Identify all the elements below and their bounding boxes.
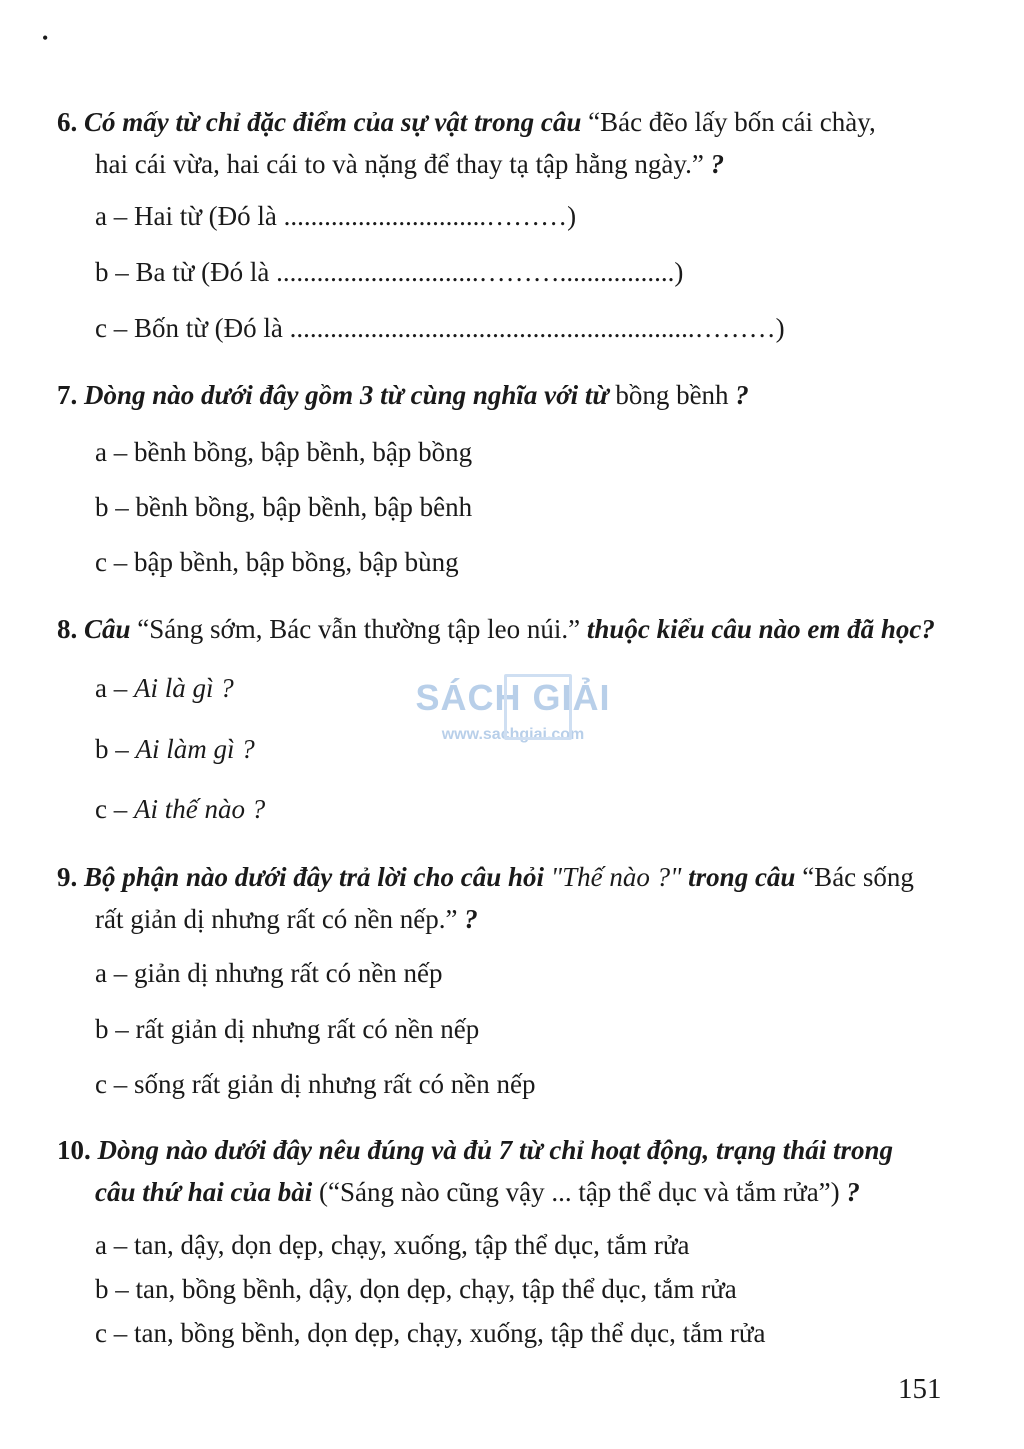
question-8: 8. Câu “Sáng sớm, Bác vẫn thường tập leo núi.” thuộc kiểu câu nào em đã học? xyxy=(57,614,935,644)
option-c: c – bập bềnh, bập bồng, bập bùng xyxy=(95,547,459,577)
question-prompt: Bộ phận nào dưới đây trả lời cho câu hỏi xyxy=(84,862,544,892)
watermark-logo: SÁCH GIẢI xyxy=(408,676,618,719)
option-b: b – tan, bồng bềnh, dậy, dọn dẹp, chạy, tập thể dục, tắm rửa xyxy=(95,1274,737,1304)
option-b: b – Ai làm gì ? xyxy=(95,734,255,764)
option-a: a – Ai là gì ? xyxy=(95,673,234,703)
option-a: a – tan, dậy, dọn dẹp, chạy, xuống, tập thể dục, tắm rửa xyxy=(95,1230,690,1260)
quote-text: hai cái vừa, hai cái to và nặng để thay tạ tập hằng ngày.” xyxy=(95,149,704,179)
option-c: c – tan, bồng bềnh, dọn dẹp, chạy, xuống, tập thể dục, tắm rửa xyxy=(95,1318,766,1348)
question-6: 6. Có mấy từ chỉ đặc điểm của sự vật trong câu “Bác đẽo lấy bốn cái chày, hai cái vừa, hai cái to và nặng để thay tạ tập hằng ngày.” ? xyxy=(57,107,876,179)
option-b: b – rất giản dị nhưng rất có nền nếp xyxy=(95,1014,480,1044)
watermark-url: www.sachgiai.com xyxy=(441,726,585,744)
option-b: b – bềnh bồng, bập bềnh, bập bênh xyxy=(95,492,473,522)
watermark xyxy=(408,676,618,744)
question-number: 10. xyxy=(57,1135,91,1165)
quote-text: “Sáng sớm, Bác vẫn thường tập leo núi.” xyxy=(137,614,581,644)
stray-dot: • xyxy=(42,28,49,48)
quote-text: rất giản dị nhưng rất có nền nếp.” xyxy=(95,904,458,934)
option-a: a – giản dị nhưng rất có nền nếp xyxy=(95,958,443,988)
question-number: 8. xyxy=(57,614,78,644)
option-c: c – Bốn từ (Đó là ............................................................………) xyxy=(95,313,785,343)
option-c: c – sống rất giản dị nhưng rất có nền nếp xyxy=(95,1069,536,1099)
question-prompt: Dòng nào dưới đây gồm 3 từ cùng nghĩa với từ xyxy=(84,380,609,410)
quote-text: “Bác sống xyxy=(802,862,914,892)
question-number: 9. xyxy=(57,862,78,892)
question-prompt: Có mấy từ chỉ đặc điểm của sự vật trong câu xyxy=(84,107,582,137)
question-number: 7. xyxy=(57,380,78,410)
option-b: b – Ba từ (Đó là ..............................……….................) xyxy=(95,257,684,287)
page-number: 151 xyxy=(898,1373,942,1405)
quote-text: (“Sáng nào cũng vậy ... tập thể dục và tắm rửa”) xyxy=(318,1177,840,1207)
question-9: 9. Bộ phận nào dưới đây trả lời cho câu hỏi "Thế nào ?" trong câu “Bác sống rất giản dị nhưng rất có nền nếp.” ? xyxy=(57,862,914,934)
option-a: a – Hai từ (Đó là ..............................………) xyxy=(95,201,577,231)
question-prompt: thuộc kiểu câu nào em đã học? xyxy=(586,614,935,644)
quote-text: “Bác đẽo lấy bốn cái chày, xyxy=(588,107,876,137)
question-7: 7. Dòng nào dưới đây gồm 3 từ cùng nghĩa với từ bồng bềnh ? xyxy=(57,380,749,410)
question-number: 6. xyxy=(57,107,78,137)
question-prompt: Dòng nào dưới đây nêu đúng và đủ 7 từ chỉ hoạt động, trạng thái trong xyxy=(97,1135,894,1165)
question-10: 10. Dòng nào dưới đây nêu đúng và đủ 7 từ chỉ hoạt động, trạng thái trong câu thứ hai của bài (“Sáng nào cũng vậy ... tập thể dục và tắm rửa”) ? xyxy=(57,1135,894,1207)
option-a: a – bềnh bồng, bập bềnh, bập bồng xyxy=(95,437,473,467)
keyword: bồng bềnh xyxy=(615,380,729,410)
option-c: c – Ai thế nào ? xyxy=(95,794,266,824)
